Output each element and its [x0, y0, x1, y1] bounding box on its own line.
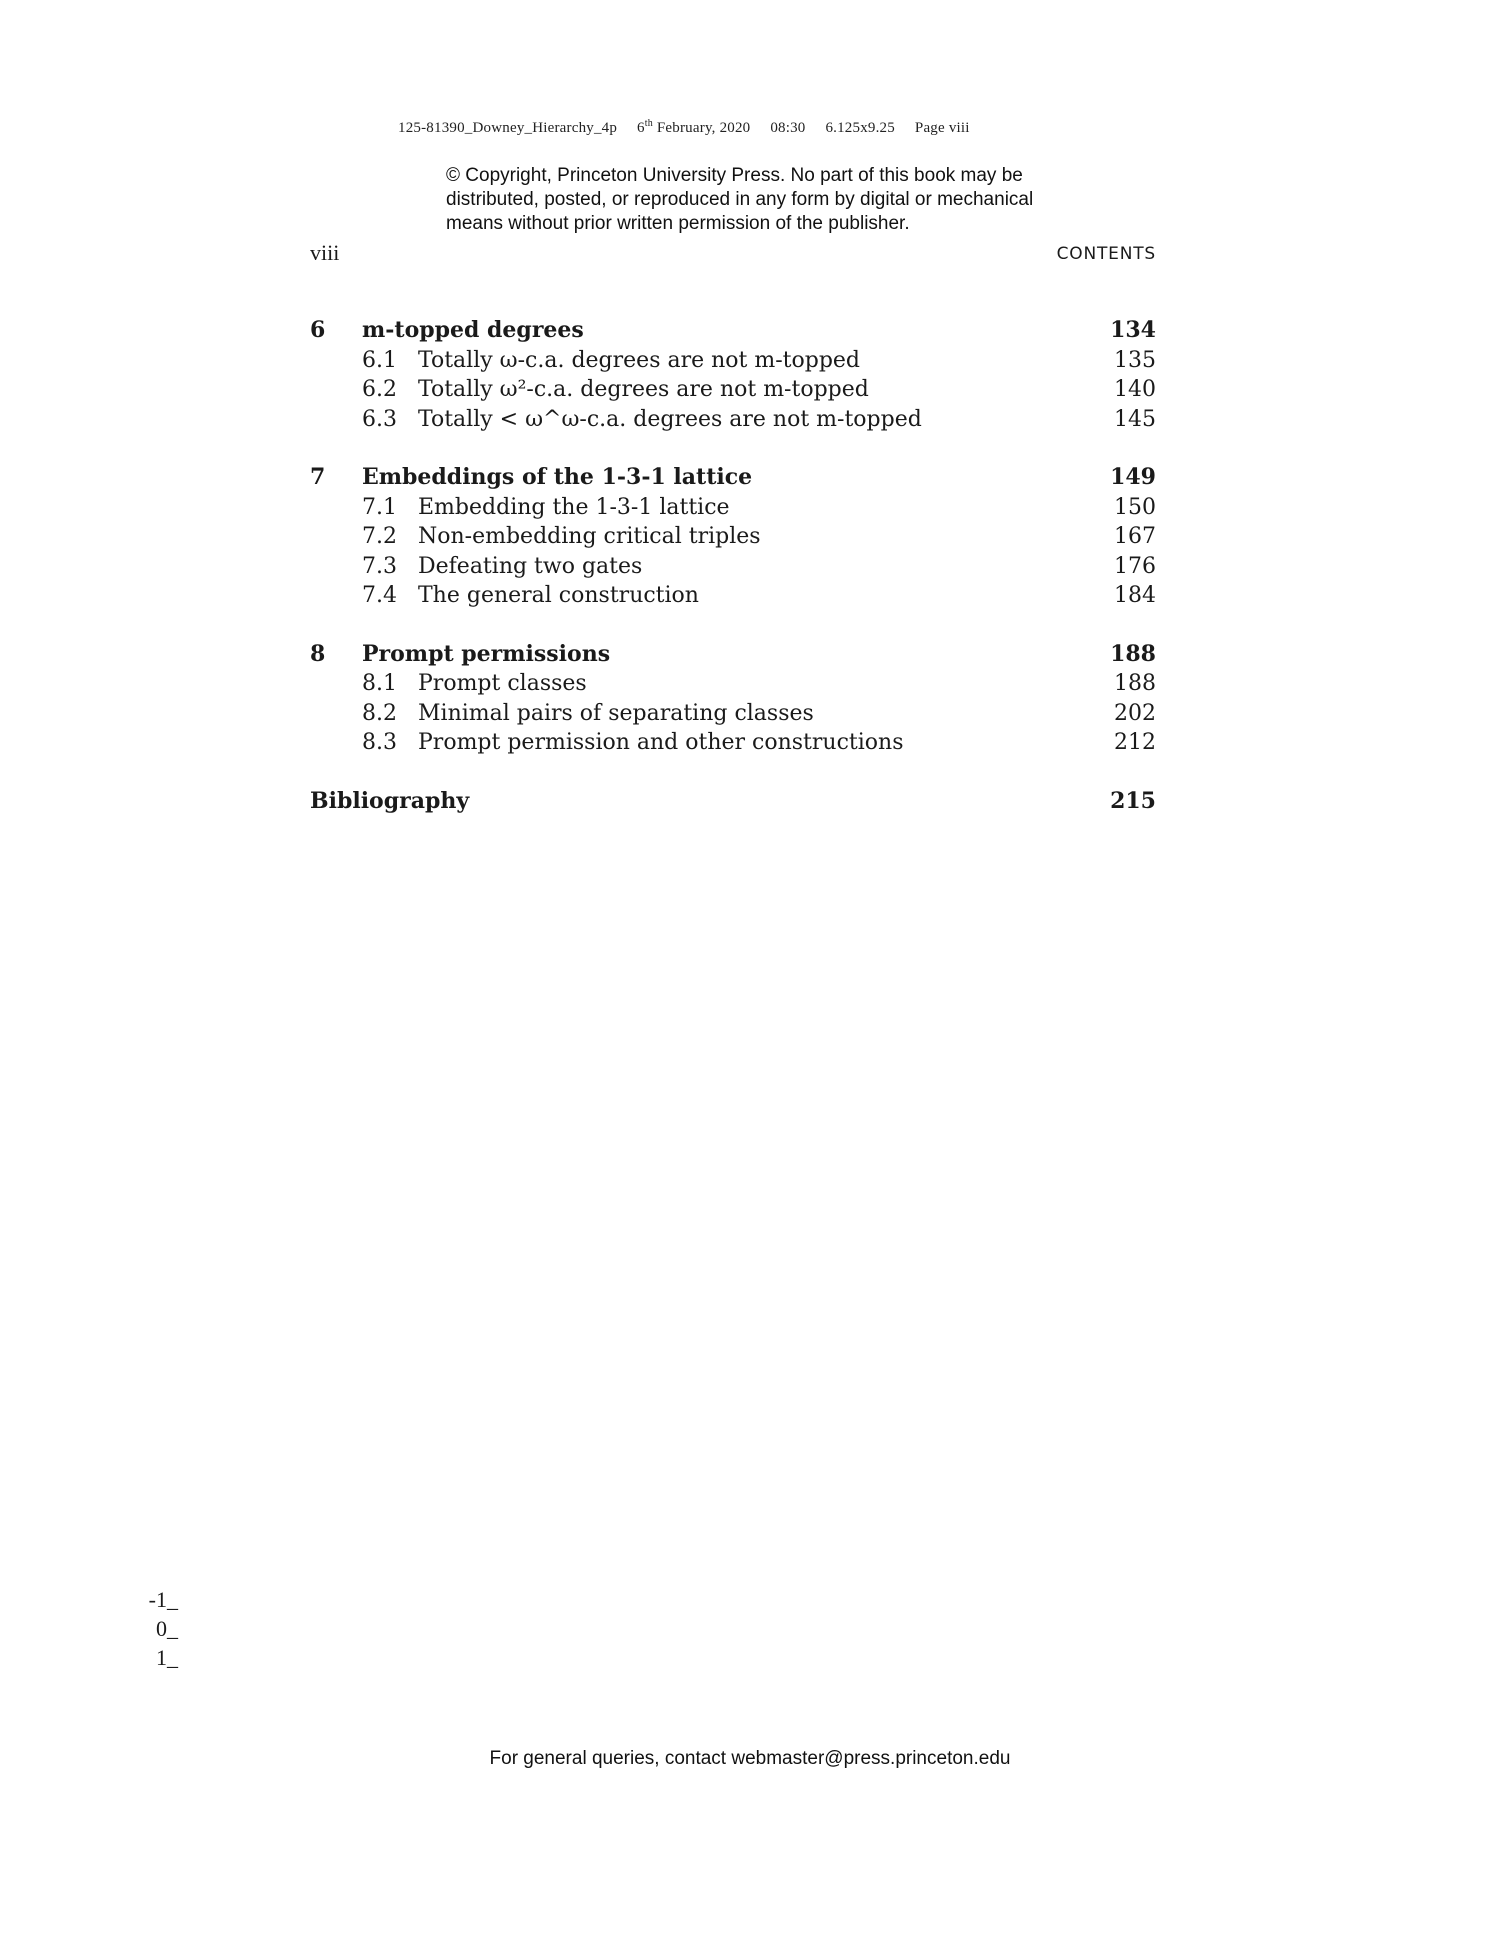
page-folio: viii [310, 240, 340, 265]
section-page: 167 [1114, 524, 1156, 549]
margin-mark: 0_ [156, 1616, 178, 1641]
section-page: 184 [1114, 583, 1156, 608]
toc-chapter [310, 640, 1156, 758]
chapter-page: 149 [1110, 464, 1156, 490]
copyright-notice: © Copyright, Princeton University Press. No part of this book may be distributed, posted, or reproduced in any form by digital or mechanical means without prior written permission of the publisher. [446, 165, 1034, 234]
section-title: Minimal pairs of separating classes [418, 700, 814, 726]
table-of-contents [310, 316, 1156, 816]
section-number: 8.1 [362, 671, 397, 696]
section-page: 176 [1114, 553, 1156, 579]
section-page: 188 [1114, 671, 1156, 696]
section-number: 6.3 [362, 406, 397, 432]
section-title: Non-embedding critical triples [418, 524, 761, 549]
toc-section-row[interactable] [310, 669, 1156, 699]
section-number: 8.3 [362, 730, 397, 755]
section-number: 7.1 [362, 494, 397, 520]
section-title: Prompt classes [418, 671, 587, 696]
toc-chapter-row[interactable] [310, 316, 1156, 346]
margin-mark: 1_ [156, 1645, 178, 1670]
section-page: 212 [1114, 730, 1156, 755]
toc-section-row[interactable] [310, 405, 1156, 435]
section-title: Totally ω²-c.a. degrees are not m-topped [418, 377, 869, 402]
toc-chapter [310, 463, 1156, 611]
chapter-number: 7 [310, 464, 326, 490]
toc-section-row[interactable] [310, 581, 1156, 611]
toc-section-row[interactable] [310, 699, 1156, 729]
footer-contact: For general queries, contact webmaster@press.princeton.edu [489, 1748, 1011, 1769]
slug-date: 6th February, 2020 [637, 118, 751, 136]
section-title: Totally ω-c.a. degrees are not m-topped [418, 347, 861, 373]
toc-section-row[interactable] [310, 346, 1156, 376]
bibliography-page: 215 [1110, 787, 1156, 814]
section-page: 145 [1114, 406, 1156, 432]
section-number: 7.3 [362, 553, 397, 579]
slug-line [398, 118, 986, 137]
bibliography-title: Bibliography [310, 787, 470, 814]
toc-section-row[interactable] [310, 493, 1156, 523]
slug-file: 125-81390_Downey_Hierarchy_4p [398, 120, 618, 136]
running-head: CONTENTS [1056, 244, 1156, 264]
toc-chapter-row[interactable] [310, 463, 1156, 493]
slug-time: 08:30 [770, 120, 806, 136]
toc-section-row[interactable] [310, 375, 1156, 405]
section-page: 135 [1114, 347, 1156, 373]
section-title: Totally < ω^ω-c.a. degrees are not m-topped [418, 406, 922, 432]
section-page: 140 [1114, 377, 1156, 402]
section-title: Embedding the 1-3-1 lattice [418, 494, 730, 520]
section-title: Prompt permission and other constructions [418, 730, 904, 755]
chapter-number: 6 [310, 317, 326, 343]
toc-section-row[interactable] [310, 728, 1156, 758]
toc-section-row[interactable] [310, 522, 1156, 552]
slug-trim: 6.125x9.25 [825, 120, 895, 136]
section-number: 6.2 [362, 377, 397, 402]
section-title: Defeating two gates [418, 553, 643, 579]
chapter-number: 8 [310, 640, 326, 667]
slug-page: Page viii [914, 120, 970, 136]
chapter-title: m-topped degrees [362, 317, 584, 343]
toc-chapter [310, 316, 1156, 434]
chapter-page: 188 [1110, 640, 1156, 667]
chapter-title: Embeddings of the 1-3-1 lattice [362, 464, 753, 490]
section-page: 202 [1114, 700, 1156, 726]
toc-chapter-row[interactable] [310, 640, 1156, 670]
toc-bibliography-row[interactable] [310, 787, 1156, 817]
chapter-title: Prompt permissions [362, 640, 611, 667]
section-number: 6.1 [362, 347, 397, 373]
section-page: 150 [1114, 494, 1156, 520]
margin-line-marks [128, 1585, 178, 1672]
section-number: 8.2 [362, 700, 397, 726]
section-title: The general construction [418, 583, 699, 608]
section-number: 7.4 [362, 583, 397, 608]
margin-mark: -1_ [148, 1587, 178, 1612]
section-number: 7.2 [362, 524, 397, 549]
toc-section-row[interactable] [310, 552, 1156, 582]
chapter-page: 134 [1110, 317, 1156, 343]
